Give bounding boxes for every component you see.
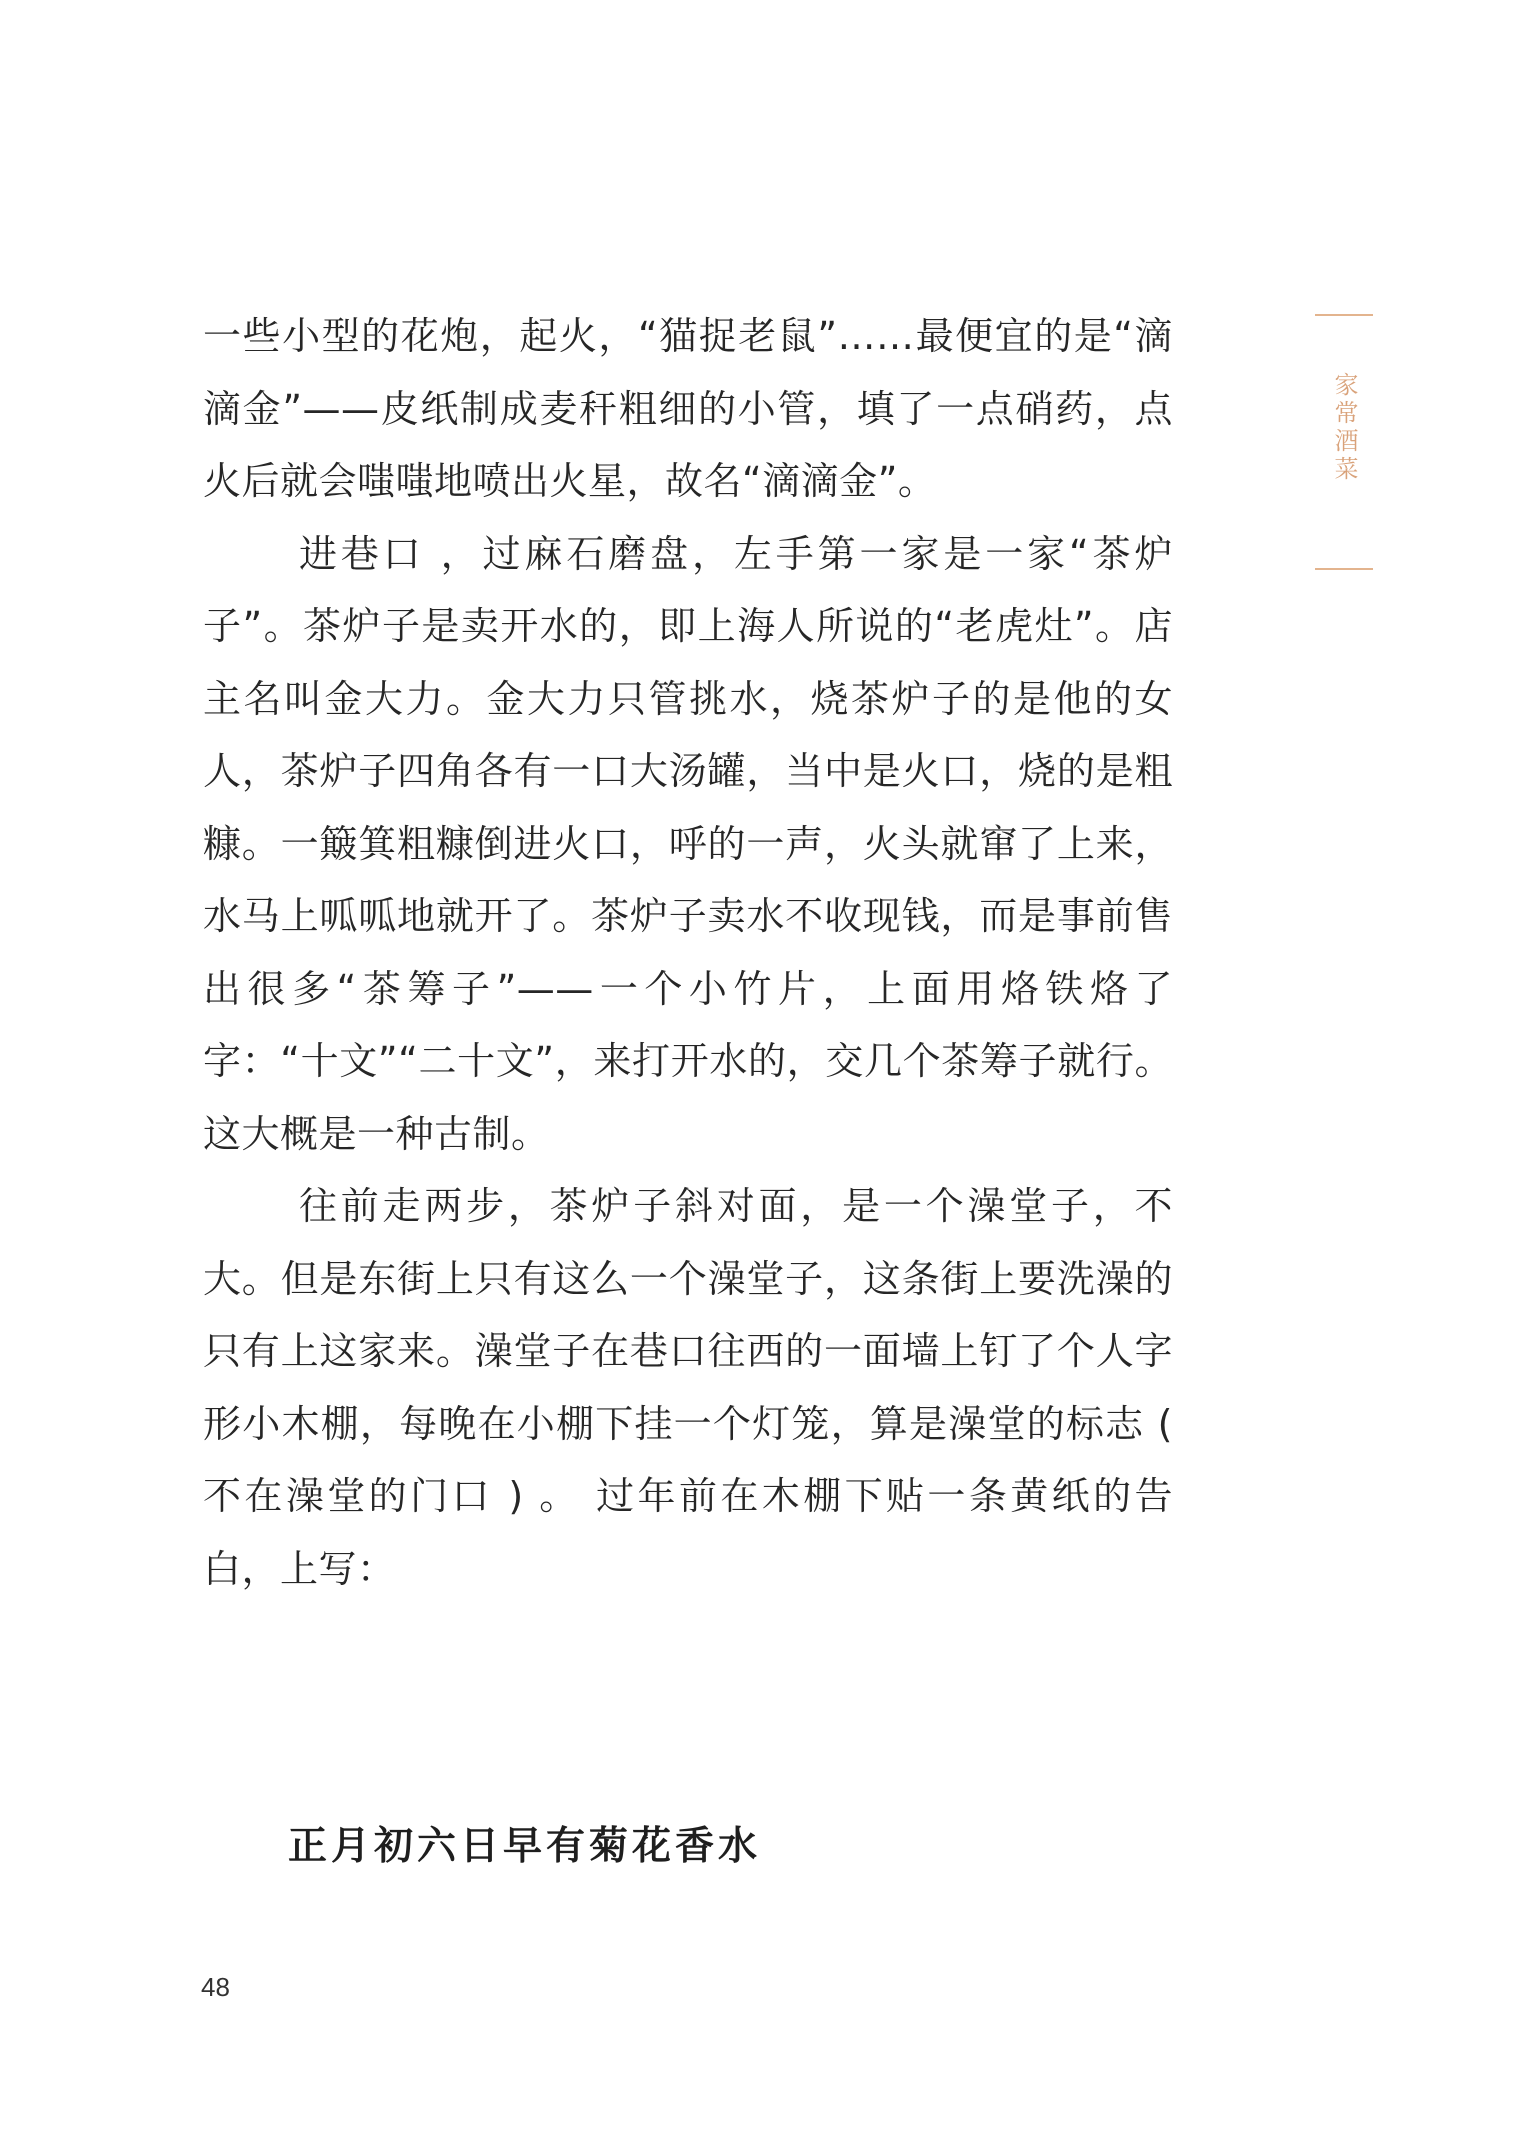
page-number: 48 <box>201 1972 230 2002</box>
section-rule-bottom <box>1315 568 1373 570</box>
notice-text: 正月初六日早有菊花香水 <box>288 1823 762 1869</box>
body-text <box>203 300 1173 1605</box>
paragraph-3: 往前走两步，茶炉子斜对面，是一个澡堂子，不大。但是东街上只有这么一个澡堂子，这条街上要洗澡的只有上这家来。澡堂子在巷口往西的一面墙上钉了个人字形小木棚，每晚在小棚下挂一个灯笼，算是澡堂的标志 ( 不在澡堂的门口 ) 。 过年前在木棚下贴一条黄纸的告白，上写： <box>203 1184 1173 1591</box>
paragraph-2: 进巷口 ，过麻石磨盘，左手第一家是一家“茶炉子”。茶炉子是卖开水的，即上海人所说的“老虎灶”。店主名叫金大力。金大力只管挑水，烧茶炉子的是他的女人，茶炉子四角各有一口大汤罐，当中是火口，烧的是粗糠。一簸箕粗糠倒进火口，呼的一声，火头就窜了上来，水马上呱呱地就开了。茶炉子卖水不收现钱，而是事前售出很多“茶筹子”——一个小竹片，上面用烙铁烙了字：“十文”“二十文”，来打开水的，交几个茶筹子就行。这大概是一种古制。 <box>203 531 1173 1156</box>
paragraph-1: 一些小型的花炮，起火，“猫捉老鼠”……最便宜的是“滴滴金”——皮纸制成麦秆粗细的小管，填了一点硝药，点火后就会嗤嗤地喷出火星，故名“滴滴金”。 <box>203 314 1173 503</box>
section-title: 家常酒菜 <box>1330 372 1358 484</box>
section-rule-top <box>1315 314 1373 316</box>
